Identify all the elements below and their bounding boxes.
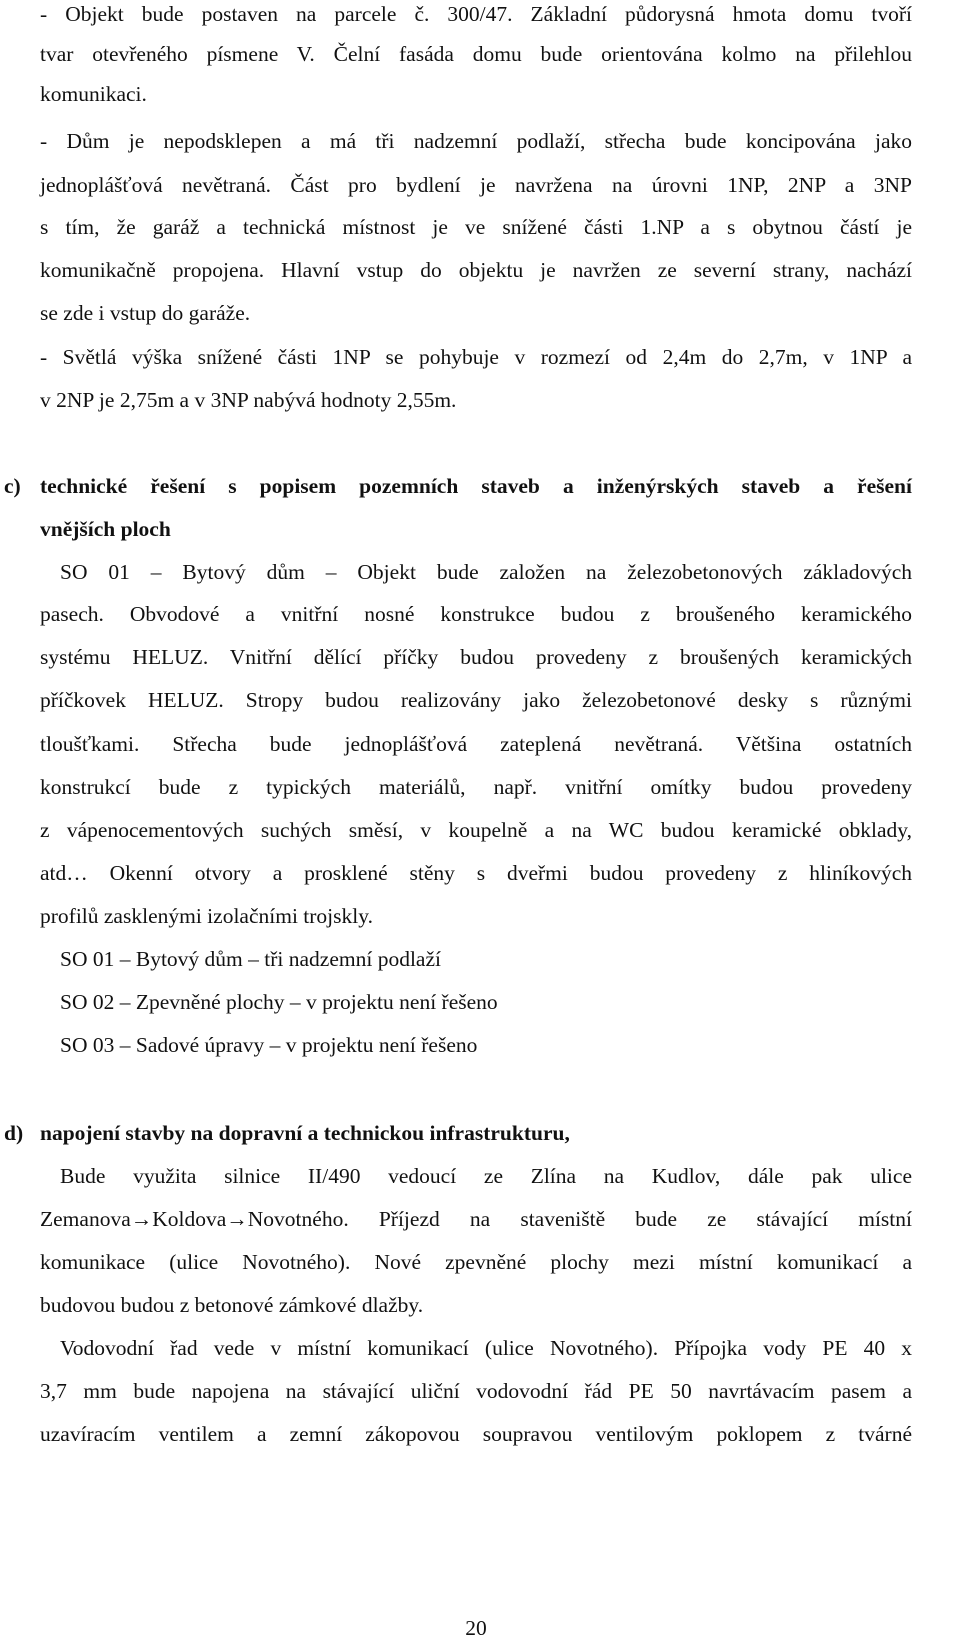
so-item: SO 02 – Zpevněné plochy – v projektu není řešeno <box>60 990 498 1014</box>
paragraph-line: - Objekt bude postaven na parcele č. 300/47. Základní půdorysná hmota domu tvoří <box>40 2 912 26</box>
paragraph-line: pasech. Obvodové a vnitřní nosné konstrukce budou z broušeného keramického <box>40 602 912 626</box>
so-item: SO 03 – Sadové úpravy – v projektu není řešeno <box>60 1033 478 1057</box>
paragraph-line: příčkovek HELUZ. Stropy budou realizovány jako železobetonové desky s různými <box>40 688 912 712</box>
paragraph-line: komunikaci. <box>40 82 147 106</box>
paragraph-line: Zemanova→Koldova→Novotného. Příjezd na staveniště bude ze stávající místní <box>40 1207 912 1231</box>
paragraph-line: atd… Okenní otvory a prosklené stěny s dveřmi budou provedeny z hliníkových <box>40 861 912 885</box>
section-c-label: c) <box>4 474 21 498</box>
so-item: SO 01 – Bytový dům – tři nadzemní podlaží <box>60 947 441 971</box>
page-number: 20 <box>465 1616 487 1640</box>
paragraph-line: Vodovodní řad vede v místní komunikací (ulice Novotného). Přípojka vody PE 40 x <box>60 1336 912 1360</box>
paragraph-line: Bude využita silnice II/490 vedoucí ze Zlína na Kudlov, dále pak ulice <box>60 1164 912 1188</box>
paragraph-line: komunikačně propojena. Hlavní vstup do objektu je navržen ze severní strany, nachází <box>40 258 912 282</box>
paragraph-line: uzavíracím ventilem a zemní zákopovou soupravou ventilovým poklopem z tvárné <box>40 1422 912 1446</box>
paragraph-line: se zde i vstup do garáže. <box>40 301 251 325</box>
section-c-heading-cont: vnějších ploch <box>40 517 171 541</box>
paragraph-line: tvar otevřeného písmene V. Čelní fasáda domu bude orientována kolmo na přilehlou <box>40 42 912 66</box>
paragraph-line: komunikace (ulice Novotného). Nové zpevněné plochy mezi místní komunikací a <box>40 1250 912 1274</box>
paragraph-line: v 2NP je 2,75m a v 3NP nabývá hodnoty 2,55m. <box>40 388 457 412</box>
paragraph-line: profilů zasklenými izolačními trojskly. <box>40 904 373 928</box>
paragraph-line: systému HELUZ. Vnitřní dělící příčky budou provedeny z broušených keramických <box>40 645 912 669</box>
section-d-label: d) <box>4 1121 24 1145</box>
paragraph-line: tloušťkami. Střecha bude jednoplášťová zateplená nevětraná. Většina ostatních <box>40 732 912 756</box>
paragraph-line: z vápenocementových suchých směsí, v koupelně a na WC budou keramické obklady, <box>40 818 912 842</box>
paragraph-line: 3,7 mm bude napojena na stávající uliční vodovodní řád PE 50 navrtávacím pasem a <box>40 1379 912 1403</box>
paragraph-line: s tím, že garáž a technická místnost je ve snížené části 1.NP a s obytnou částí je <box>40 215 912 239</box>
paragraph-line: konstrukcí bude z typických materiálů, např. vnitřní omítky budou provedeny <box>40 775 912 799</box>
paragraph-line: - Světlá výška snížené části 1NP se pohybuje v rozmezí od 2,4m do 2,7m, v 1NP a <box>40 345 912 369</box>
paragraph-line: - Dům je nepodsklepen a má tři nadzemní podlaží, střecha bude koncipována jako <box>40 129 912 153</box>
section-d-heading: napojení stavby na dopravní a technickou infrastrukturu, <box>40 1121 570 1145</box>
section-c-heading: technické řešení s popisem pozemních staveb a inženýrských staveb a řešení <box>40 474 912 498</box>
paragraph-line: jednoplášťová nevětraná. Část pro bydlení je navržena na úrovni 1NP, 2NP a 3NP <box>40 173 912 197</box>
paragraph-line: SO 01 – Bytový dům – Objekt bude založen na železobetonových základových <box>60 560 912 584</box>
paragraph-line: budovou budou z betonové zámkové dlažby. <box>40 1293 424 1317</box>
